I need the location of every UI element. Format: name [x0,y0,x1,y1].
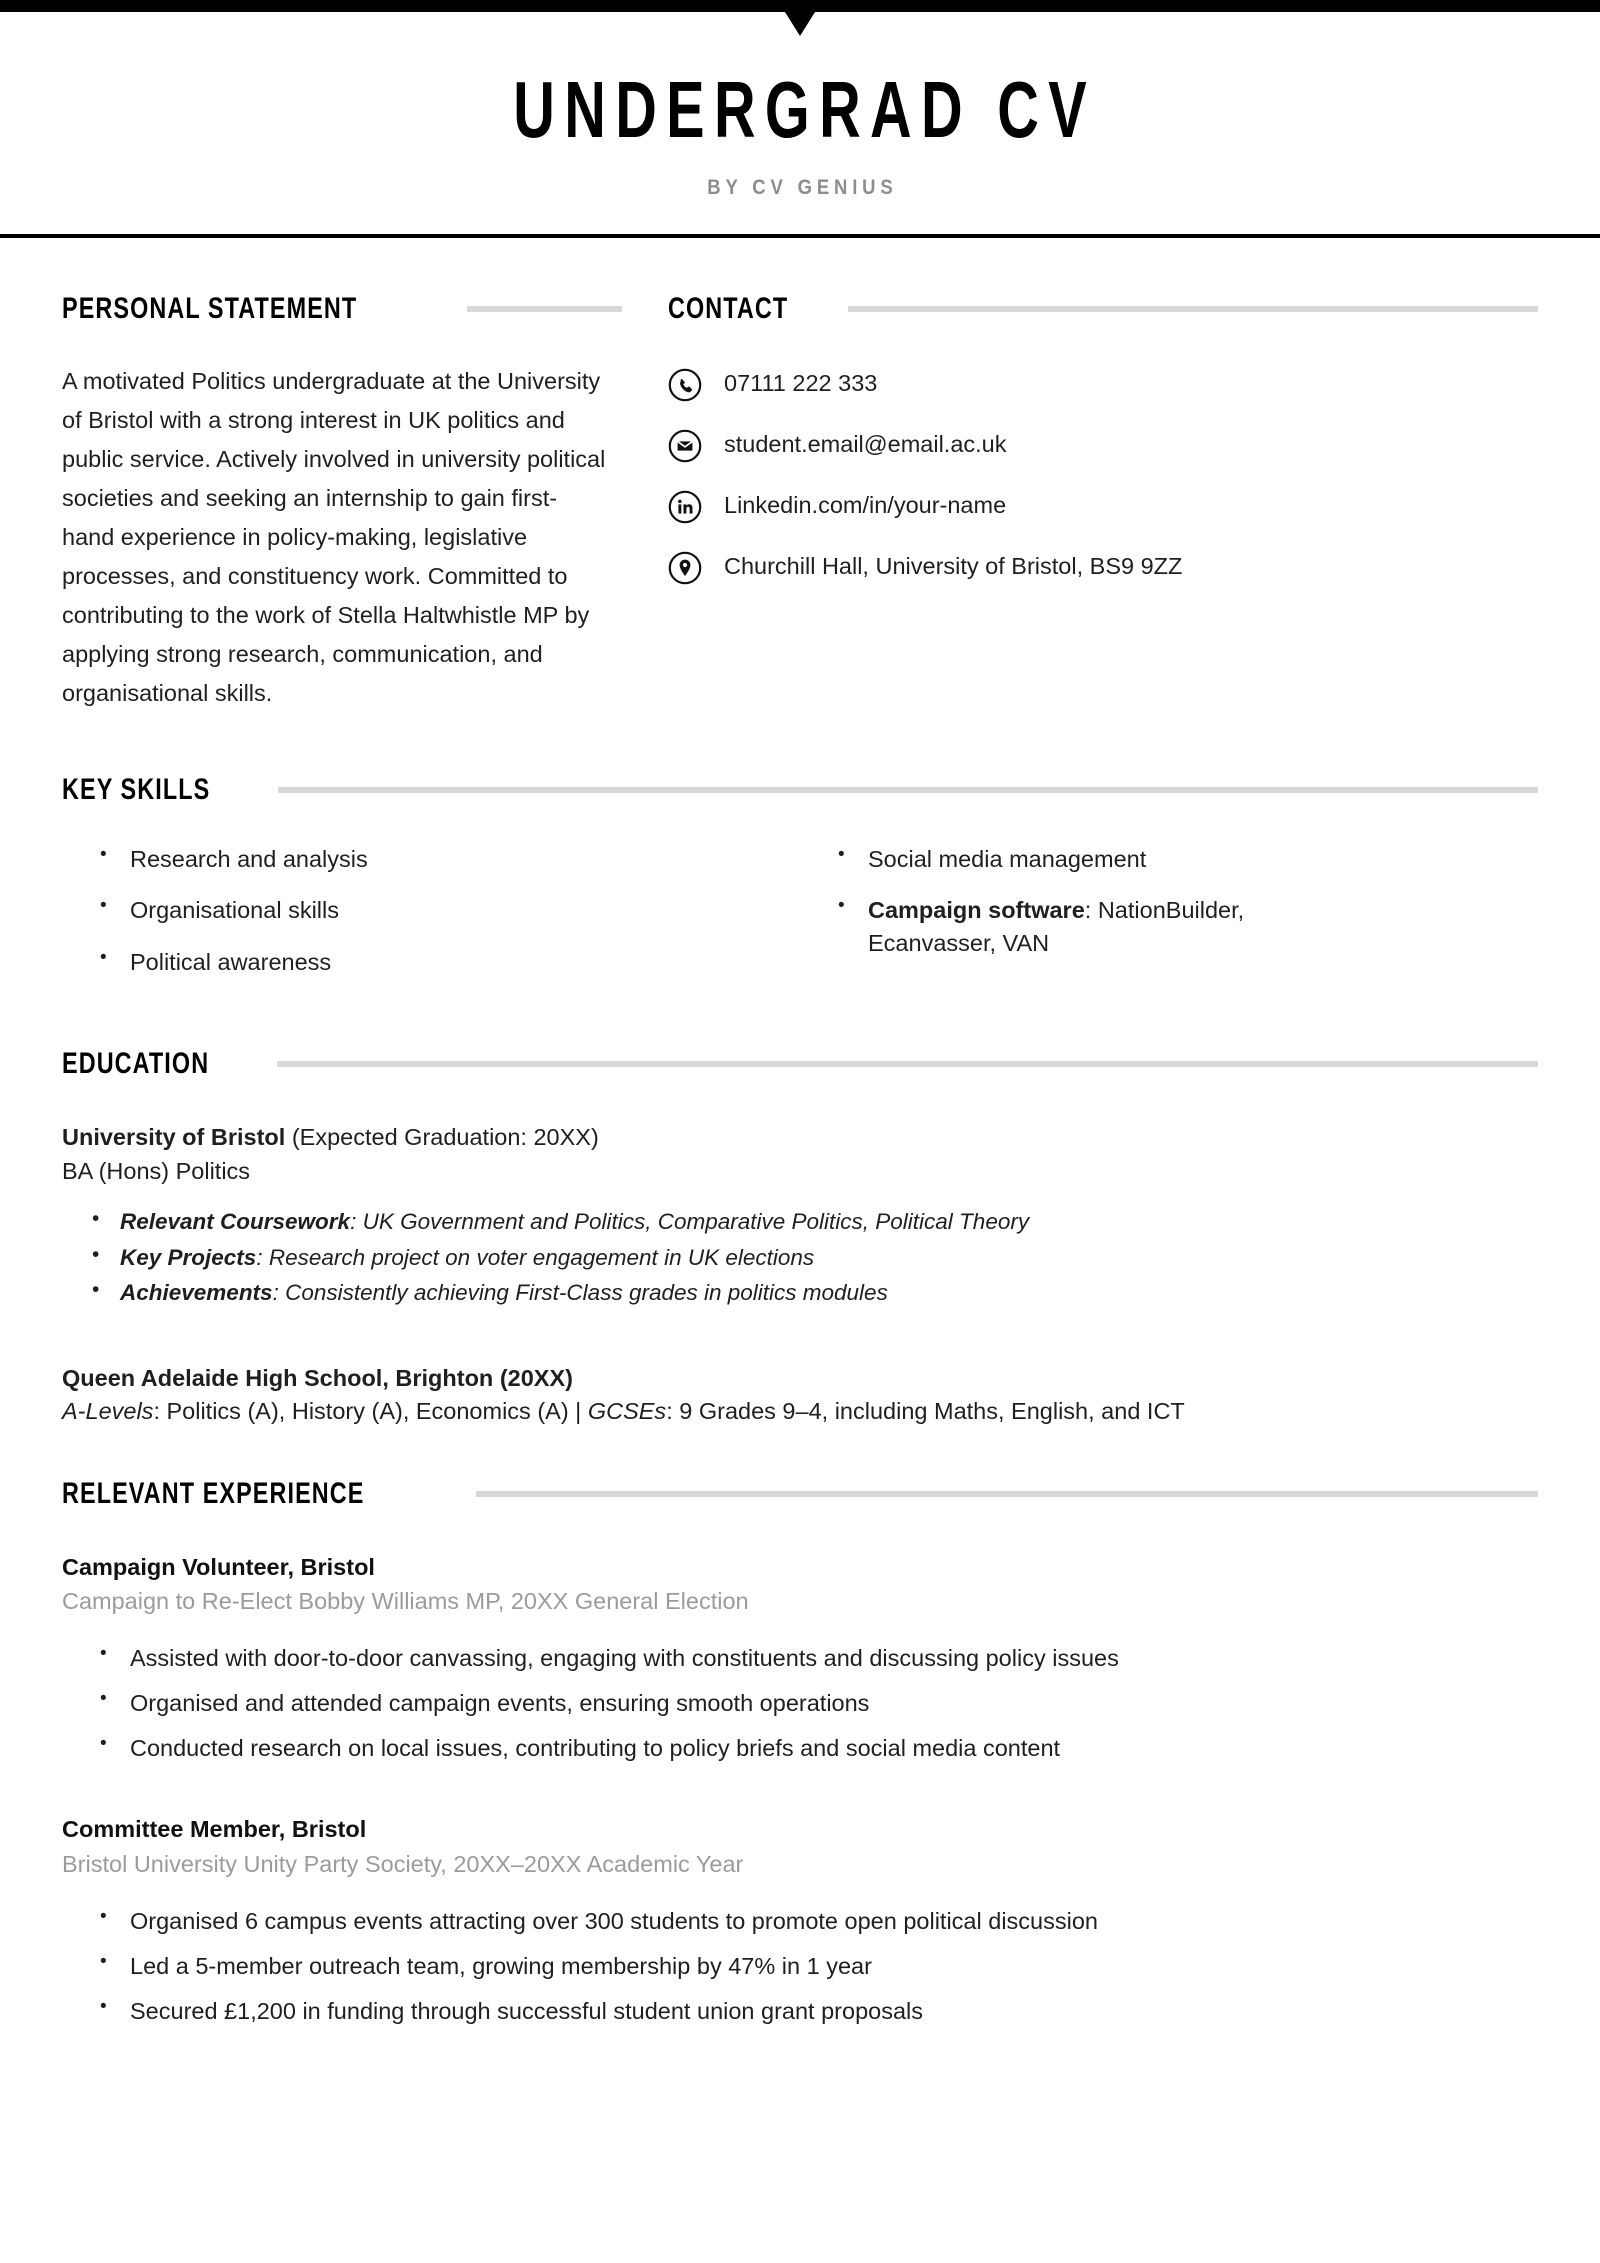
list-item: • Led a 5-member outreach team, growing membership by 47% in 1 year [62,1950,1538,1983]
section-title-contact: CONTACT [668,292,789,325]
education-institution-name: University of Bristol [62,1124,286,1151]
cv-byline: BY CV GENIUS [707,176,898,199]
experience-job-title: Campaign Volunteer, Bristol [62,1553,375,1580]
personal-statement-body: A motivated Politics undergraduate at the University of Bristol with a strong interest in UK politics and public service. Actively involved in university political societies and seeking an internship to gain first-hand experience in policy-making, legislative processes, and constituency work. Committed to contributing to the work of Stella Haltwhistle MP by applying strong research, communication, and organisational skills. [62,368,606,706]
experience-entry-committee-member [62,1813,1538,2027]
key-skills-section [62,713,1538,997]
list-item: • Conducted research on local issues, contributing to policy briefs and social media content [62,1732,1538,1765]
section-head-key-skills [62,775,1538,805]
key-skills-column-left [62,843,800,997]
section-head-contact [668,294,1538,324]
key-skills-grid [62,843,1538,997]
contact-value-phone: 07111 222 333 [724,370,878,396]
list-item: • Achievements: Consistently achieving First-Class grades in politics modules [62,1277,1538,1310]
email-icon [668,429,702,463]
experience-job-title: Committee Member, Bristol [62,1816,367,1843]
contact-value-email: student.email@email.ac.uk [724,431,1007,457]
list-item: • Organised 6 campus events attracting over 300 students to promote open political discussion [62,1905,1538,1938]
contact-item-phone[interactable] [668,366,1538,402]
key-skills-column-right [800,843,1538,997]
upper-region [62,238,1538,713]
section-title-education: EDUCATION [62,1047,210,1081]
section-rule [467,306,622,312]
section-rule [848,306,1538,312]
section-rule [476,1491,1538,1497]
skill-label: Campaign software [868,897,1085,924]
list-item: • Key Projects: Research project on voter engagement in UK elections [62,1242,1538,1275]
cv-body [0,238,1600,2027]
education-institution-line [62,1121,1538,1154]
section-title-relevant-experience: RELEVANT EXPERIENCE [62,1476,365,1510]
contact-value-linkedin: Linkedin.com/in/your-name [724,492,1007,518]
list-item: • Research and analysis [62,843,622,875]
section-title-personal-statement: PERSONAL STATEMENT [62,292,358,325]
section-rule [277,1061,1538,1067]
list-item: • Assisted with door-to-door canvassing, engaging with constituents and discussing policy issues [62,1642,1538,1675]
location-icon [668,551,702,585]
education-entry-university [62,1121,1538,1310]
contact-item-address[interactable] [668,549,1538,585]
education-qualifications: A-Levels: Politics (A), History (A), Economics (A) | GCSEs: 9 Grades 9–4, including Maths, English, and ICT [62,1398,1185,1425]
experience-bullet-list [62,1905,1538,2028]
masthead [0,12,1600,234]
list-item: • Campaign software: NationBuilder, Ecanvasser, VAN [800,894,1360,959]
contact-item-email[interactable] [668,427,1538,463]
section-rule [278,787,1538,793]
section-head-personal-statement [62,294,622,324]
contact-value-address: Churchill Hall, University of Bristol, BS9 9ZZ [724,553,1183,579]
section-title-key-skills: KEY SKILLS [62,773,211,806]
section-head-relevant-experience [62,1476,1538,1510]
list-item: • Organisational skills [62,894,622,926]
contact-section [668,294,1538,713]
relevant-experience-section [62,1429,1538,2028]
list-item: • Relevant Coursework: UK Government and Politics, Comparative Politics, Political Theory [62,1206,1538,1239]
education-degree: BA (Hons) Politics [62,1157,251,1184]
cv-title: UNDERGRAD CV [513,65,1097,154]
personal-statement-section [62,294,622,713]
education-section [62,997,1538,1428]
education-institution-meta: (Expected Graduation: 20XX) [285,1124,599,1151]
experience-bullet-list [62,1642,1538,1765]
section-head-education [62,1049,1538,1079]
experience-entry-campaign-volunteer [62,1551,1538,1765]
phone-icon [668,368,702,402]
list-item: • Secured £1,200 in funding through successful student union grant proposals [62,1995,1538,2028]
education-bullet-list [62,1206,1538,1310]
header-notch-triangle [785,12,815,36]
linkedin-icon [668,490,702,524]
experience-organisation: Bristol University Unity Party Society, 20XX–20XX Academic Year [62,1850,744,1877]
education-entry-school [62,1362,1538,1429]
list-item: • Organised and attended campaign events, ensuring smooth operations [62,1687,1538,1720]
contact-list [668,366,1538,585]
experience-organisation: Campaign to Re-Elect Bobby Williams MP, 20XX General Election [62,1588,749,1615]
education-school-name: Queen Adelaide High School, Brighton (20XX) [62,1364,573,1391]
top-black-band [0,0,1600,12]
contact-item-linkedin[interactable] [668,488,1538,524]
list-item: • Social media management [800,843,1360,875]
list-item: • Political awareness [62,946,622,978]
